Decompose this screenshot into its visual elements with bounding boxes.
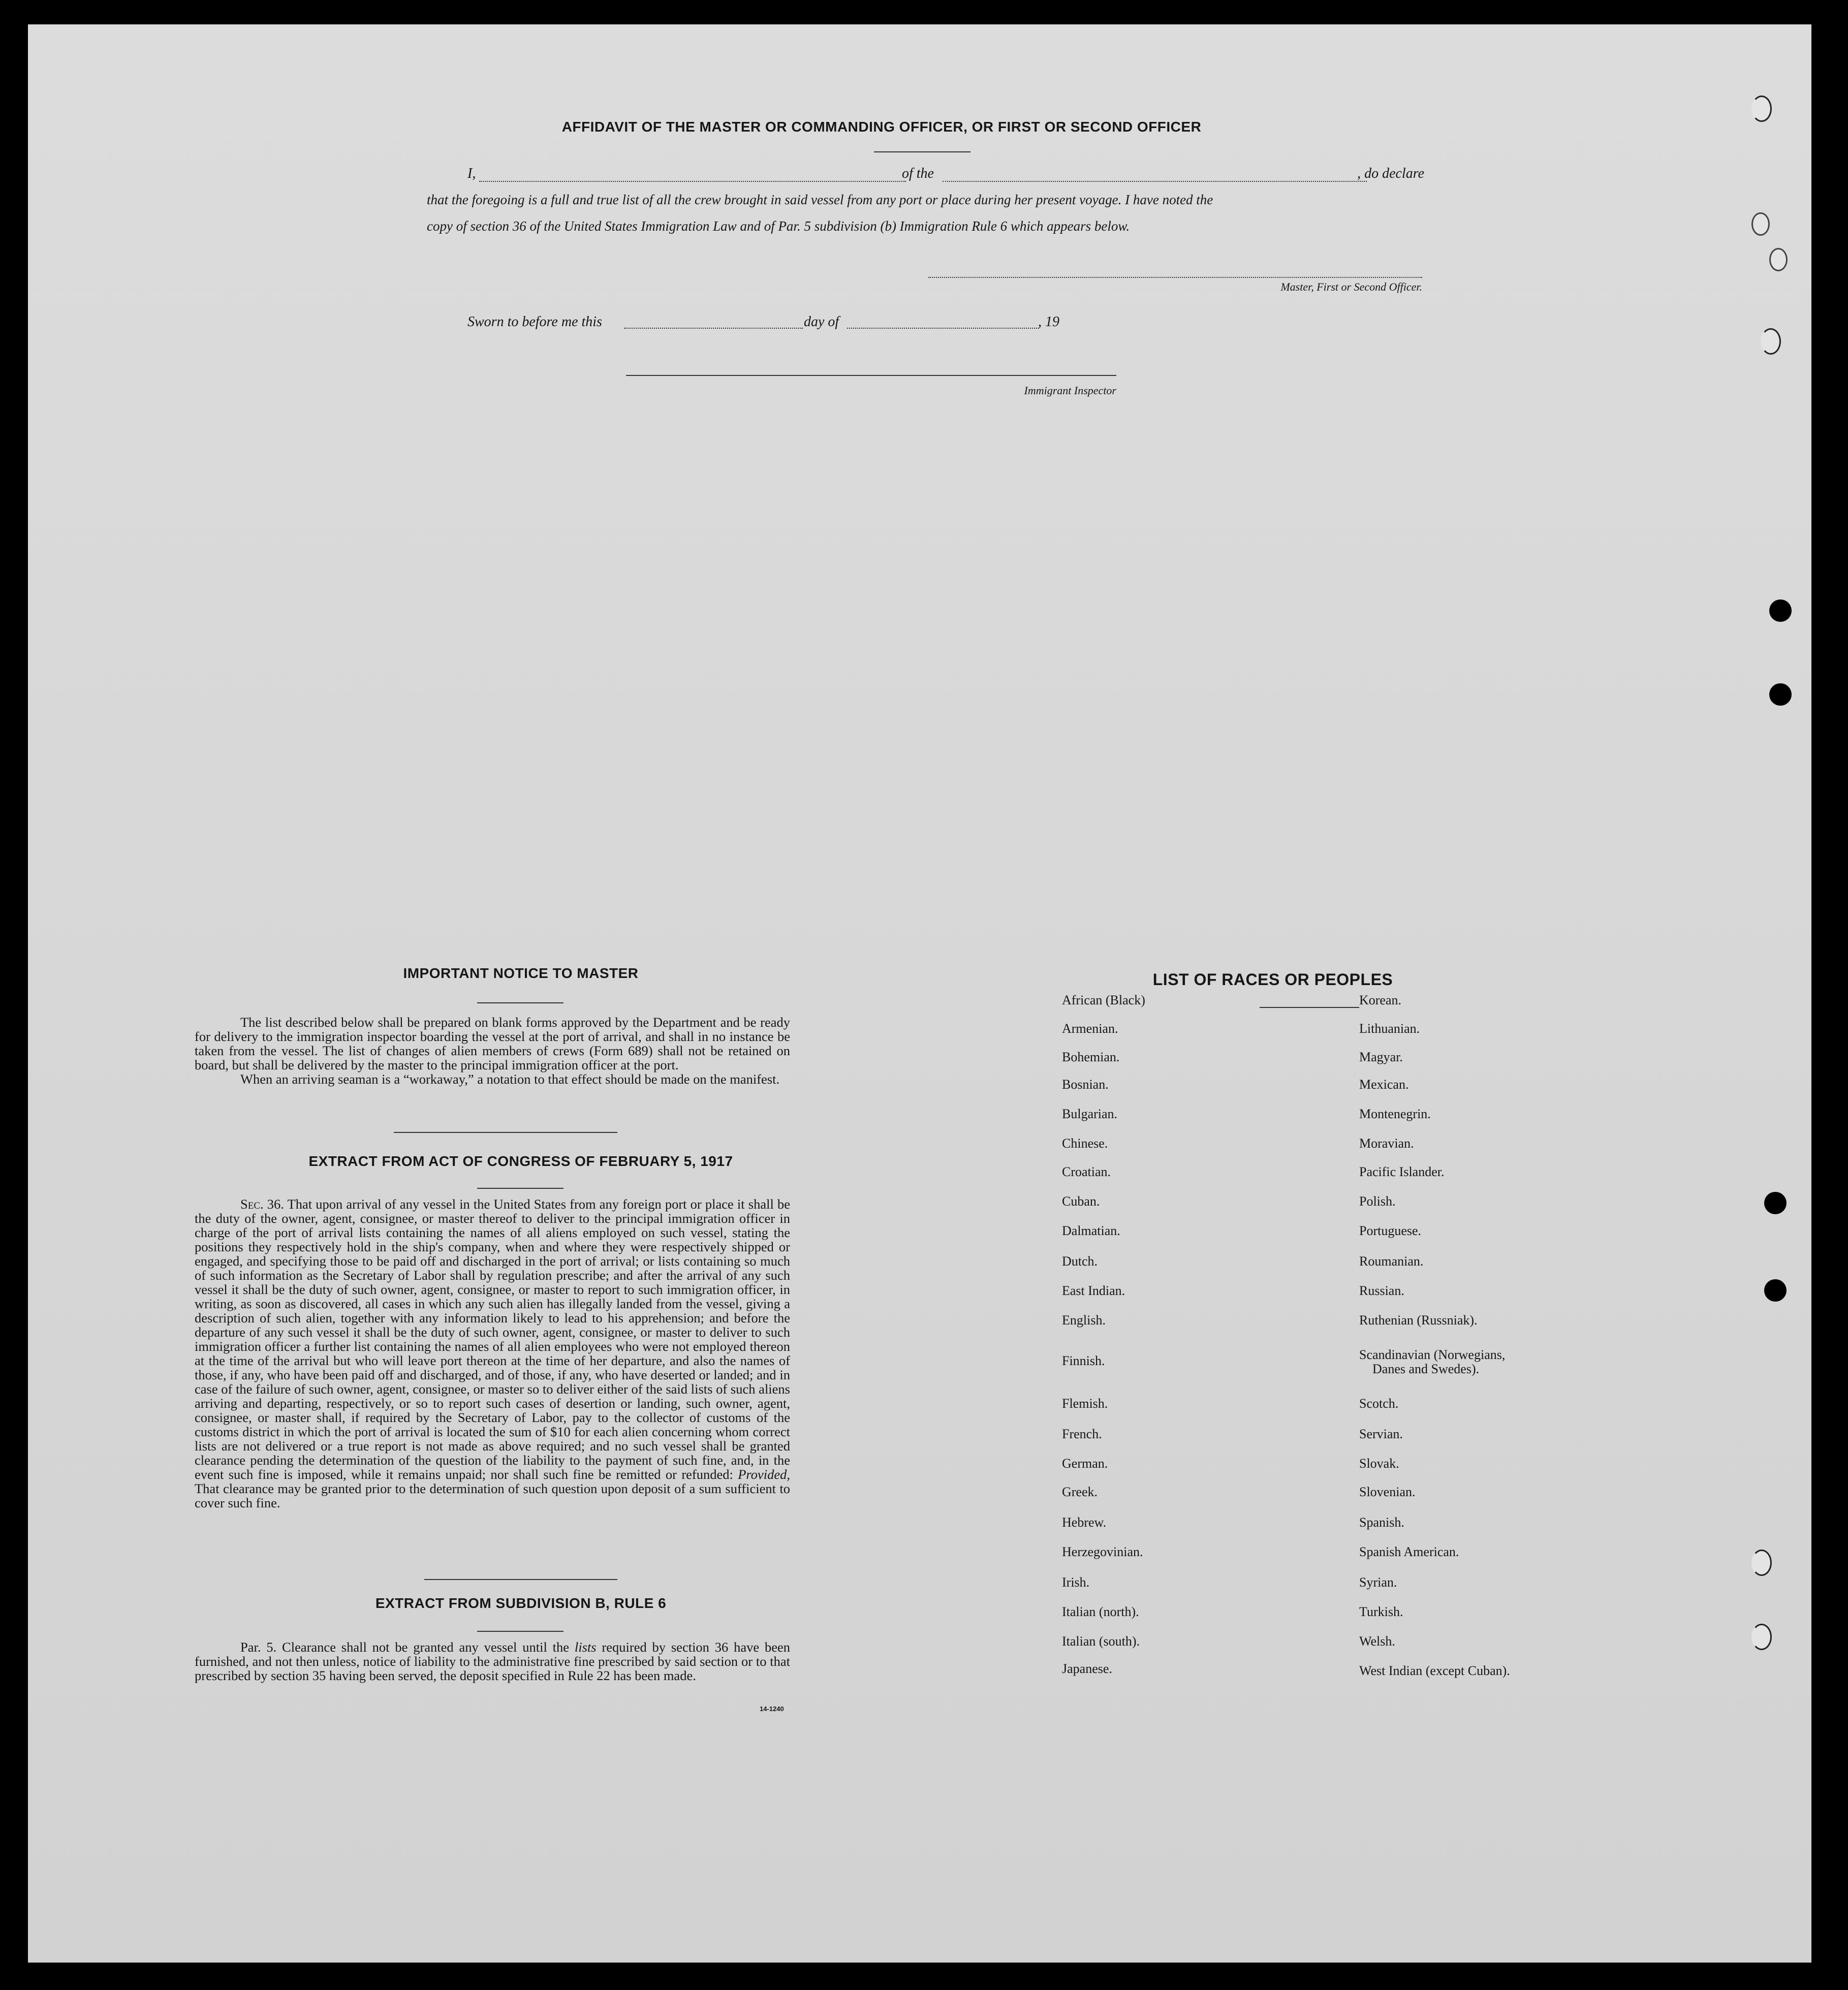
race-item-left: English. — [1062, 1313, 1106, 1328]
race-item-right: Moravian. — [1359, 1136, 1414, 1151]
race-item-right: Lithuanian. — [1359, 1021, 1420, 1036]
inspector-signature-line[interactable] — [626, 375, 1116, 376]
act-extract-rule — [477, 1188, 563, 1189]
act-extract-divider — [424, 1579, 617, 1580]
race-item-right: Polish. — [1359, 1194, 1396, 1209]
sworn-day-of-label: day of — [804, 314, 839, 330]
race-item-left: Flemish. — [1062, 1396, 1108, 1411]
race-item-right: Pacific Islander. — [1359, 1164, 1445, 1179]
binder-hole-9 — [1751, 1550, 1772, 1576]
race-item-left: Bulgarian. — [1062, 1107, 1118, 1121]
race-item-right: Welsh. — [1359, 1634, 1395, 1649]
race-item-right: Danes and Swedes). — [1372, 1362, 1480, 1376]
sworn-month-field[interactable] — [847, 328, 1039, 329]
notice-divider — [394, 1132, 617, 1133]
rule-extract-body — [195, 1640, 790, 1683]
race-item-right: Roumanian. — [1359, 1254, 1424, 1269]
affidavit-title-rule — [874, 151, 970, 152]
sworn-year-label: , 19 — [1038, 314, 1059, 330]
form-number: 14-1240 — [760, 1705, 784, 1713]
notice-body — [195, 1015, 790, 1086]
race-item-left: Chinese. — [1062, 1136, 1108, 1151]
race-item-left: Irish. — [1062, 1575, 1090, 1590]
binder-hole-2 — [1751, 212, 1770, 236]
race-item-right: Russian. — [1359, 1283, 1404, 1298]
race-item-left: East Indian. — [1062, 1283, 1125, 1298]
race-item-left: Herzegovinian. — [1062, 1544, 1143, 1559]
act-text-pre: That upon arrival of any vessel in the United States from any foreign port or place it shall be the duty of the owner, agent, consignee, or master thereof to deliver to the principal immigration officer in charge of the port of arrival lists containing the names of all aliens employed on such vessel, stating the positions they respectively hold in the ship's company, when and where they were respectively shipped or engaged, and specifying those to be paid off and discharged in the port of arrival; or lists containing so much of such information as the Secretary of Labor shall by regulation prescribe; and after the arrival of any such vessel it shall be the duty of such owner, agent, consignee, or master to report to such immigration officer, in writing, as soon as discovered, all cases in which any such alien has illegally landed from the vessel, giving a description of such alien, together with any information likely to lead to his apprehension; and before the departure of any such vessel it shall be the duty of such owner, agent, consignee, or master to deliver to such immigration officer a further list containing the names of all alien employees who were not employed thereon at the time of the arrival but who will leave port thereon at the time of her departure, and also the names of those, if any, who have been paid off and discharged, and of those, if any, who have deserted or landed; and in case of the failure of such owner, agent, consignee, or master so to deliver either of the said lists of such aliens arriving and departing, respectively, or so to report such cases of desertion or landing, such owner, agent, consignee, or master shall, if required by the Secretary of Labor, pay to the collector of customs of the customs district in which the port of arrival is located the sum of $10 for each alien concerning whom correct lists are not delivered or a true report is not made as above required; and no such vessel shall be granted clearance pending the determination of the question of the liability to the payment of such fine, and, in the event such fine is imposed, while it remains unpaid; nor shall such fine be remitted or refunded: — [195, 1196, 790, 1482]
race-item-left: Cuban. — [1062, 1194, 1100, 1209]
race-item-left: Dutch. — [1062, 1254, 1098, 1269]
rule-extract-rule — [477, 1631, 563, 1632]
rule-lists-word: lists — [574, 1639, 597, 1655]
sworn-day-field[interactable] — [624, 328, 803, 329]
race-item-right: Slovenian. — [1359, 1484, 1416, 1499]
act-extract-title: EXTRACT FROM ACT OF CONGRESS OF FEBRUARY 5, 1917 — [308, 1153, 733, 1169]
race-item-left: African (Black) — [1062, 993, 1145, 1007]
race-item-left: Armenian. — [1062, 1021, 1118, 1036]
binder-hole-6 — [1769, 683, 1792, 706]
race-item-right: Magyar. — [1359, 1050, 1403, 1064]
affidavit-i-label: I, — [467, 166, 476, 181]
race-item-left: Bohemian. — [1062, 1050, 1120, 1064]
race-item-left: German. — [1062, 1456, 1108, 1471]
race-item-right: Slovak. — [1359, 1456, 1399, 1471]
binder-hole-4 — [1761, 328, 1781, 355]
race-item-right: Montenegrin. — [1359, 1107, 1431, 1121]
races-title-rule — [1260, 1007, 1359, 1008]
binder-hole-10 — [1751, 1624, 1772, 1650]
affidavit-line-2: that the foregoing is a full and true list of all the crew brought in said vessel from any port or place during her present voyage. I have noted the — [427, 192, 1213, 207]
race-item-right: Syrian. — [1359, 1575, 1397, 1590]
affidavit-title: AFFIDAVIT OF THE MASTER OR COMMANDING OFFICER, OR FIRST OR SECOND OFFICER — [561, 119, 1202, 135]
race-item-right: Korean. — [1359, 993, 1402, 1007]
sworn-prefix: Sworn to before me this — [467, 314, 602, 330]
inspector-caption: Immigrant Inspector — [1024, 384, 1116, 397]
race-item-right: West Indian (except Cuban). — [1359, 1663, 1510, 1678]
signature-caption: Master, First or Second Officer. — [1280, 280, 1422, 293]
affidavit-vessel-field[interactable] — [943, 181, 1367, 182]
affidavit-declare-label: , do declare — [1357, 166, 1424, 181]
races-title: LIST OF RACES OR PEOPLES — [1152, 970, 1393, 989]
race-item-left: Croatian. — [1062, 1164, 1111, 1179]
binder-hole-1 — [1751, 96, 1772, 122]
race-item-left: Hebrew. — [1062, 1515, 1107, 1530]
race-item-right: Mexican. — [1359, 1077, 1409, 1092]
act-provided: Provided, — [738, 1467, 790, 1482]
rule-text-post: required by section 36 have been furnished, and not then unless, notice of liability to the administrative fine prescribed by said section or to that prescribed by section 35 having been served, the deposit specified in Rule 22 has been made. — [195, 1639, 790, 1683]
race-item-right: Servian. — [1359, 1427, 1403, 1441]
race-item-right: Portuguese. — [1359, 1223, 1422, 1238]
notice-title: IMPORTANT NOTICE TO MASTER — [403, 965, 639, 981]
race-item-right: Scotch. — [1359, 1396, 1399, 1411]
rule-text-pre: Par. 5. Clearance shall not be granted any vessel until the — [240, 1639, 575, 1655]
race-item-left: Bosnian. — [1062, 1077, 1109, 1092]
signature-line[interactable] — [928, 277, 1422, 278]
rule-extract-title: EXTRACT FROM SUBDIVISION B, RULE 6 — [375, 1595, 667, 1611]
race-item-right: Spanish. — [1359, 1515, 1404, 1530]
affidavit-line-3: copy of section 36 of the United States Immigration Law and of Par. 5 subdivision (b) Immigration Rule 6 which appears below. — [427, 218, 1130, 234]
act-section-label: Sec. 36. — [240, 1196, 284, 1212]
binder-hole-8 — [1764, 1279, 1787, 1302]
notice-paragraph-1: The list described below shall be prepared on blank forms approved by the Department and be ready for delivery to the immigration inspector boarding the vessel at the port of arrival, and shall in no instance be taken from the vessel. The list of changes of alien members of crews (Form 689) shall not be retained on board, but shall be delivered by the master to the principal immigration officer at the port. — [195, 1015, 790, 1072]
affidavit-of-the-label: of the — [902, 166, 934, 181]
notice-title-rule — [477, 1002, 563, 1003]
race-item-left: Dalmatian. — [1062, 1223, 1120, 1238]
act-text-post: That clearance may be granted prior to the determination of such question upon deposit of a sum sufficient to cover such fine. — [195, 1481, 790, 1510]
binder-hole-7 — [1764, 1192, 1787, 1214]
act-extract-body — [195, 1197, 790, 1510]
race-item-left: Italian (north). — [1062, 1604, 1139, 1619]
race-item-right: Scandinavian (Norwegians, — [1359, 1347, 1506, 1362]
affidavit-name-field[interactable] — [479, 181, 906, 182]
race-item-left: Italian (south). — [1062, 1634, 1140, 1649]
race-item-left: Greek. — [1062, 1484, 1098, 1499]
race-item-right: Turkish. — [1359, 1604, 1403, 1619]
form-sheet — [28, 24, 1811, 1963]
binder-hole-3 — [1769, 248, 1788, 271]
binder-hole-5 — [1769, 599, 1792, 622]
race-item-right: Ruthenian (Russniak). — [1359, 1313, 1478, 1328]
race-item-left: Finnish. — [1062, 1353, 1105, 1368]
notice-paragraph-2: When an arriving seaman is a “workaway,” a notation to that effect should be made on the manifest. — [240, 1071, 780, 1087]
race-item-left: French. — [1062, 1427, 1102, 1441]
race-item-left: Japanese. — [1062, 1661, 1112, 1676]
race-item-right: Spanish American. — [1359, 1544, 1459, 1559]
